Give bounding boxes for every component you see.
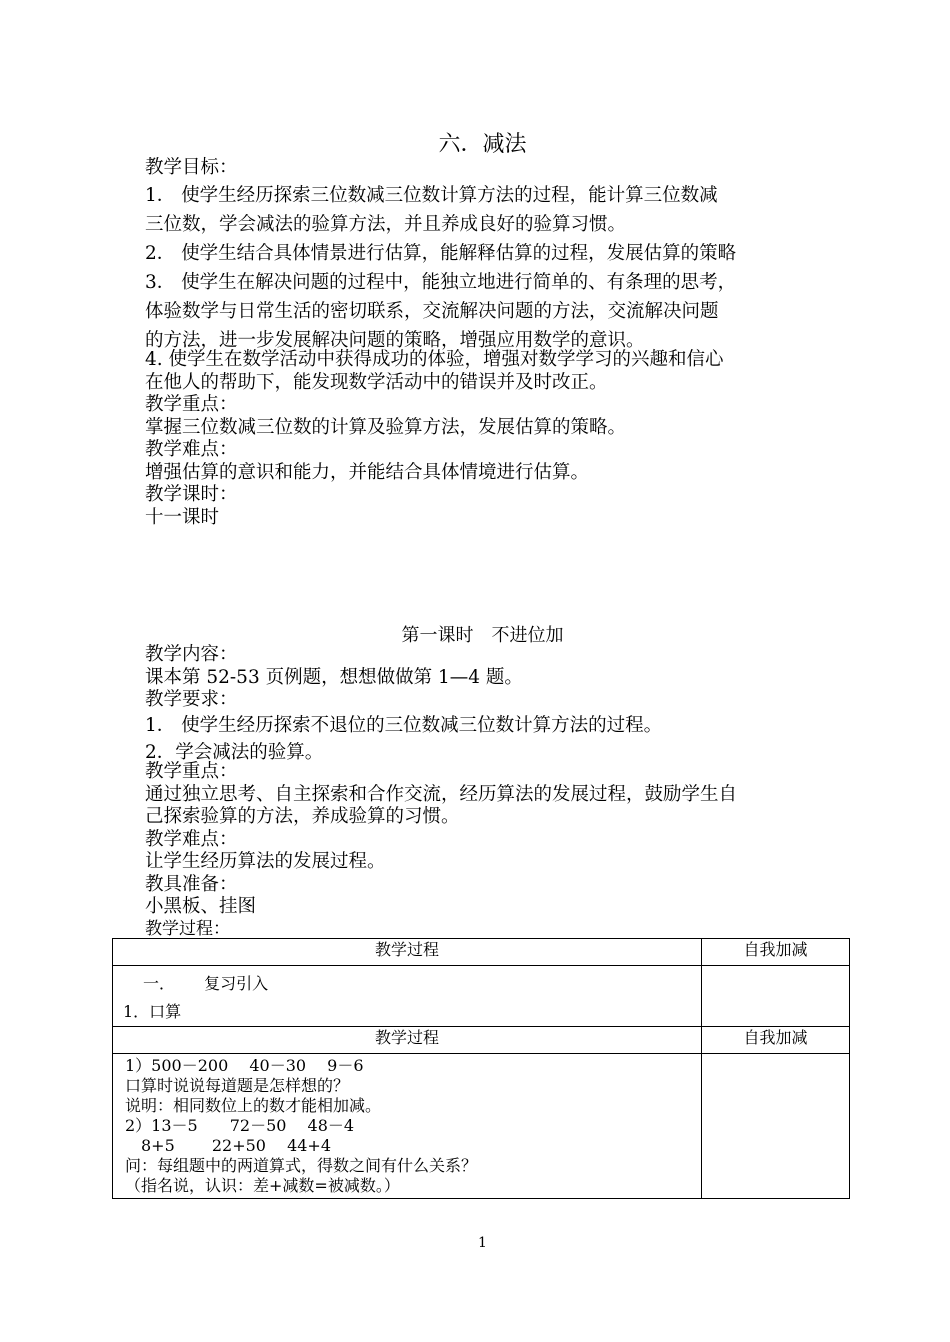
table-header-process-2: 教学过程 <box>113 1027 702 1054</box>
exercise-line: （指名说，认识：差+减数=被减数。） <box>125 1176 400 1195</box>
lesson-1-block-5 <box>145 919 835 939</box>
objective-1-line-b: 三位数，学会减法的验算方法，并且养成良好的验算习惯。 <box>145 214 627 235</box>
table-header-row-repeat <box>113 1027 850 1054</box>
key-point-text: 掌握三位数减三位数的计算及验算方法，发展估算的策略。 <box>145 416 627 438</box>
lesson-difficulty-heading: 教学难点： <box>145 828 238 850</box>
exercise-line: 问：每组题中的两道算式，得数之间有什么关系？ <box>125 1156 478 1175</box>
lesson-tools-heading: 教具准备： <box>145 873 238 895</box>
lesson-content-text: 课本第 52-53 页例题，想想做做第 1—4 题。 <box>145 666 523 688</box>
objective-2: 2． 使学生结合具体情景进行估算，能解释估算的过程，发展估算的策略 <box>145 243 737 264</box>
table-cell-review <box>113 966 702 1027</box>
table-cell-exercises <box>113 1054 702 1199</box>
lesson-key-line-a: 通过独立思考、自主探索和合作交流，经历算法的发展过程，鼓励学生自 <box>145 783 738 805</box>
objective-4-line-a: 4. 使学生在数学活动中获得成功的体验，增强对数学学习的兴趣和信心 <box>145 349 724 370</box>
objectives-heading: 教学目标： <box>145 157 238 178</box>
table-row <box>113 966 850 1027</box>
table-row <box>113 1054 850 1199</box>
table-cell-empty <box>702 966 850 1027</box>
lesson-requirements-heading: 教学要求： <box>145 689 238 710</box>
table-header-process: 教学过程 <box>113 939 702 966</box>
exercise-line: 口算时说说每道题是怎样想的？ <box>125 1076 350 1095</box>
table-cell-empty <box>702 1054 850 1199</box>
objectives-block-1 <box>145 181 835 355</box>
lesson-key-line-b: 己探索验算的方法，养成验算的习惯。 <box>145 806 460 827</box>
table-header-self: 自我加减 <box>702 939 850 966</box>
chapter-title: 六．减法 <box>438 132 527 157</box>
difficulty-text: 增强估算的意识和能力，并能结合具体情境进行估算。 <box>145 461 590 483</box>
teaching-process-table <box>112 938 850 1199</box>
exercise-line: 说明：相同数位上的数才能相加减。 <box>125 1096 382 1115</box>
exercise-line: 2）13－5 72－50 48－4 <box>125 1116 355 1135</box>
key-point-heading: 教学重点： <box>145 394 238 415</box>
lesson-1-block-4 <box>145 895 835 919</box>
lesson-tools-text: 小黑板、挂图 <box>145 896 257 917</box>
objective-3-line-a: 3． 使学生在解决问题的过程中，能独立地进行简单的、有条理的思考， <box>145 272 737 293</box>
objective-1-line-a: 1． 使学生经历探索三位数减三位数计算方法的过程，能计算三位数减 <box>145 185 718 206</box>
table-header-row <box>113 939 850 966</box>
page-number: 1 <box>478 1235 487 1251</box>
objective-4-line-b: 在他人的帮助下，能发现数学活动中的错误并及时改正。 <box>145 371 608 393</box>
lesson-requirement-2: 2．学会减法的验算。 <box>145 742 324 763</box>
lesson-1-block-3 <box>145 761 835 896</box>
lesson-content-heading: 教学内容： <box>145 644 238 665</box>
lesson-difficulty-text: 让学生经历算法的发展过程。 <box>145 851 386 872</box>
objective-3-line-c: 的方法，进一步发展解决问题的策略，增强应用数学的意识。 <box>145 330 645 351</box>
lesson-1-title: 第一课时 不进位加 <box>401 625 564 646</box>
table-header-self-2: 自我加减 <box>702 1027 850 1054</box>
lesson-process-heading: 教学过程： <box>145 919 230 939</box>
objectives-block-2 <box>145 349 835 529</box>
hours-heading: 教学课时： <box>145 484 238 505</box>
review-heading: 一． 复习引入 <box>143 974 269 993</box>
objective-3-line-b: 体验数学与日常生活的密切联系，交流解决问题的方法，交流解决问题 <box>145 301 719 322</box>
exercise-lines <box>113 1054 701 1198</box>
oral-calc-heading: 1．口算 <box>123 1002 182 1021</box>
hours-text: 十一课时 <box>145 506 220 528</box>
objectives-heading-block <box>145 156 835 179</box>
lesson-1-block-1 <box>145 644 835 712</box>
difficulty-heading: 教学难点： <box>145 439 238 460</box>
lesson-key-heading: 教学重点： <box>145 761 238 782</box>
exercise-line: 8+5 22+50 44+4 <box>125 1136 332 1155</box>
exercise-line: 1）500－200 40－30 9－6 <box>125 1056 364 1075</box>
lesson-1-block-2 <box>145 712 835 766</box>
lesson-requirement-1: 1． 使学生经历探索不退位的三位数减三位数计算方法的过程。 <box>145 715 663 736</box>
